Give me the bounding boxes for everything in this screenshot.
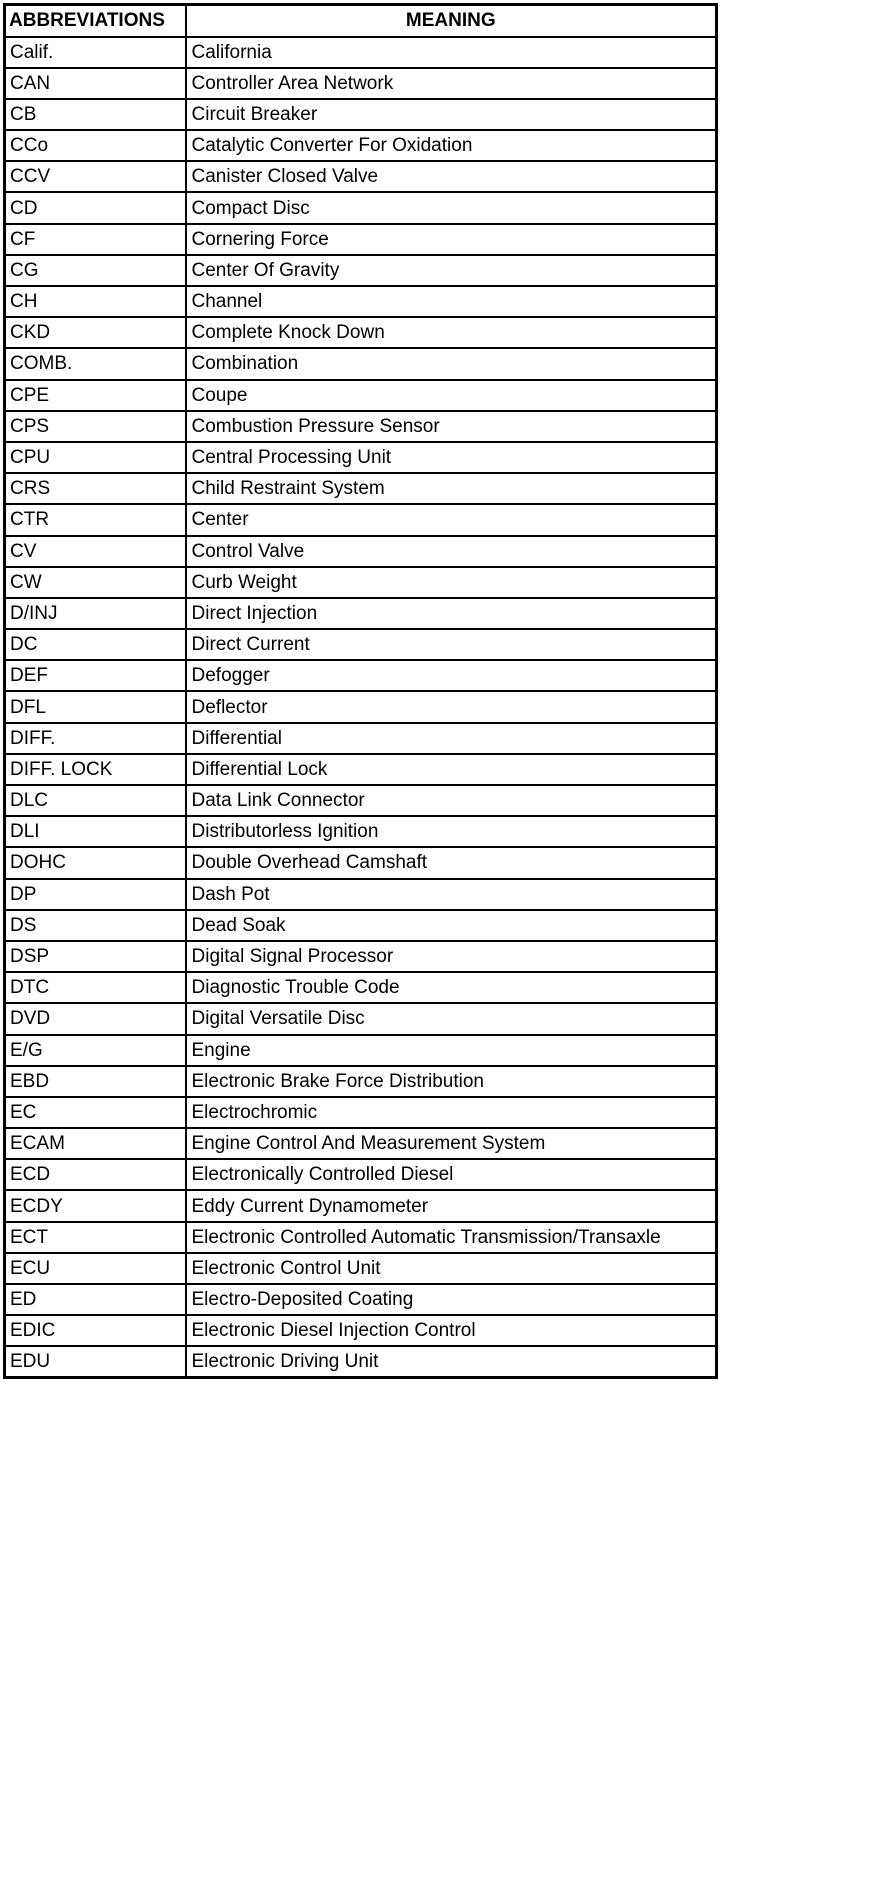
meaning-cell: Digital Versatile Disc [186, 1003, 717, 1034]
meaning-cell: Engine Control And Measurement System [186, 1128, 717, 1159]
table-row [5, 1222, 717, 1253]
table-row [5, 1315, 717, 1346]
meaning-cell: Differential [186, 723, 717, 754]
meaning-cell: Complete Knock Down [186, 317, 717, 348]
table-row [5, 411, 717, 442]
abbreviation-cell: CCV [5, 161, 186, 192]
table-row [5, 1346, 717, 1377]
meaning-cell: Distributorless Ignition [186, 816, 717, 847]
abbreviation-cell: CCo [5, 130, 186, 161]
table-header-row [5, 5, 717, 37]
abbreviation-cell: DLC [5, 785, 186, 816]
abbreviation-cell: CPU [5, 442, 186, 473]
table-row [5, 567, 717, 598]
meaning-cell: Combustion Pressure Sensor [186, 411, 717, 442]
abbreviation-cell: DTC [5, 972, 186, 1003]
abbreviation-cell: CRS [5, 473, 186, 504]
table-row [5, 754, 717, 785]
table-row [5, 598, 717, 629]
meaning-cell: Compact Disc [186, 192, 717, 223]
abbreviation-cell: DEF [5, 660, 186, 691]
table-row [5, 691, 717, 722]
abbreviation-cell: DIFF. [5, 723, 186, 754]
meaning-cell: Differential Lock [186, 754, 717, 785]
table-row [5, 161, 717, 192]
table-row [5, 972, 717, 1003]
abbreviation-cell: CPE [5, 380, 186, 411]
meaning-cell: Deflector [186, 691, 717, 722]
table-row [5, 442, 717, 473]
meaning-cell: Dead Soak [186, 910, 717, 941]
table-body [5, 37, 717, 1378]
abbreviation-cell: DVD [5, 1003, 186, 1034]
table-row [5, 1284, 717, 1315]
table-row [5, 1035, 717, 1066]
abbreviation-cell: CAN [5, 68, 186, 99]
meaning-cell: California [186, 37, 717, 68]
meaning-cell: Diagnostic Trouble Code [186, 972, 717, 1003]
meaning-cell: Electrochromic [186, 1097, 717, 1128]
meaning-cell: Digital Signal Processor [186, 941, 717, 972]
table-row [5, 785, 717, 816]
abbreviation-cell: DOHC [5, 847, 186, 878]
abbreviation-cell: ECT [5, 1222, 186, 1253]
abbreviations-header: ABBREVIATIONS [5, 5, 186, 37]
table-row [5, 1003, 717, 1034]
meaning-cell: Center Of Gravity [186, 255, 717, 286]
abbreviation-cell: ECU [5, 1253, 186, 1284]
abbreviation-cell: D/INJ [5, 598, 186, 629]
abbreviation-cell: CTR [5, 504, 186, 535]
meaning-cell: Cornering Force [186, 224, 717, 255]
meaning-cell: Central Processing Unit [186, 442, 717, 473]
abbreviation-cell: COMB. [5, 348, 186, 379]
abbreviation-cell: EC [5, 1097, 186, 1128]
abbreviation-cell: Calif. [5, 37, 186, 68]
abbreviation-cell: CF [5, 224, 186, 255]
abbreviation-cell: EDIC [5, 1315, 186, 1346]
abbreviation-cell: ECDY [5, 1190, 186, 1221]
meaning-cell: Direct Current [186, 629, 717, 660]
meaning-cell: Electronically Controlled Diesel [186, 1159, 717, 1190]
abbreviation-cell: ECAM [5, 1128, 186, 1159]
abbreviation-cell: DLI [5, 816, 186, 847]
meaning-cell: Eddy Current Dynamometer [186, 1190, 717, 1221]
abbreviation-cell: EDU [5, 1346, 186, 1377]
meaning-cell: Control Valve [186, 536, 717, 567]
abbreviation-cell: DP [5, 879, 186, 910]
meaning-cell: Direct Injection [186, 598, 717, 629]
table-row [5, 348, 717, 379]
table-row [5, 1253, 717, 1284]
meaning-cell: Data Link Connector [186, 785, 717, 816]
meaning-cell: Electronic Driving Unit [186, 1346, 717, 1377]
meaning-cell: Child Restraint System [186, 473, 717, 504]
table-row [5, 224, 717, 255]
abbreviation-cell: CW [5, 567, 186, 598]
abbreviation-cell: CB [5, 99, 186, 130]
table-row [5, 941, 717, 972]
table-row [5, 380, 717, 411]
meaning-cell: Center [186, 504, 717, 535]
abbreviation-cell: CH [5, 286, 186, 317]
table-row [5, 536, 717, 567]
table-row [5, 847, 717, 878]
abbreviation-cell: DC [5, 629, 186, 660]
abbreviation-cell: CKD [5, 317, 186, 348]
abbreviation-cell: DFL [5, 691, 186, 722]
table-row [5, 816, 717, 847]
table-row [5, 1097, 717, 1128]
meaning-cell: Combination [186, 348, 717, 379]
meaning-cell: Controller Area Network [186, 68, 717, 99]
abbreviation-cell: ED [5, 1284, 186, 1315]
table-row [5, 1128, 717, 1159]
meaning-cell: Channel [186, 286, 717, 317]
meaning-cell: Electronic Diesel Injection Control [186, 1315, 717, 1346]
meaning-cell: Catalytic Converter For Oxidation [186, 130, 717, 161]
meaning-cell: Electronic Controlled Automatic Transmission/Transaxle [186, 1222, 717, 1253]
meaning-cell: Canister Closed Valve [186, 161, 717, 192]
table-row [5, 723, 717, 754]
table-row [5, 317, 717, 348]
table-row [5, 1190, 717, 1221]
abbreviation-cell: CV [5, 536, 186, 567]
abbreviation-cell: EBD [5, 1066, 186, 1097]
table-row [5, 504, 717, 535]
meaning-cell: Circuit Breaker [186, 99, 717, 130]
abbreviation-cell: CD [5, 192, 186, 223]
table-row [5, 629, 717, 660]
meaning-cell: Defogger [186, 660, 717, 691]
meaning-cell: Engine [186, 1035, 717, 1066]
table-row [5, 910, 717, 941]
table-row [5, 286, 717, 317]
table-row [5, 660, 717, 691]
table-row [5, 1159, 717, 1190]
meaning-cell: Dash Pot [186, 879, 717, 910]
table-row [5, 99, 717, 130]
table-row [5, 130, 717, 161]
meaning-cell: Electronic Brake Force Distribution [186, 1066, 717, 1097]
table-row [5, 879, 717, 910]
abbreviations-table [3, 3, 718, 1379]
meaning-cell: Coupe [186, 380, 717, 411]
abbreviation-cell: DIFF. LOCK [5, 754, 186, 785]
meaning-cell: Curb Weight [186, 567, 717, 598]
table-row [5, 255, 717, 286]
abbreviation-cell: ECD [5, 1159, 186, 1190]
meaning-cell: Electronic Control Unit [186, 1253, 717, 1284]
meaning-cell: Electro-Deposited Coating [186, 1284, 717, 1315]
table-row [5, 473, 717, 504]
abbreviation-cell: DS [5, 910, 186, 941]
meaning-cell: Double Overhead Camshaft [186, 847, 717, 878]
abbreviation-cell: CPS [5, 411, 186, 442]
table-row [5, 1066, 717, 1097]
abbreviation-cell: DSP [5, 941, 186, 972]
table-row [5, 37, 717, 68]
table-row [5, 68, 717, 99]
abbreviation-cell: E/G [5, 1035, 186, 1066]
meaning-header: MEANING [186, 5, 717, 37]
table-row [5, 192, 717, 223]
abbreviation-cell: CG [5, 255, 186, 286]
